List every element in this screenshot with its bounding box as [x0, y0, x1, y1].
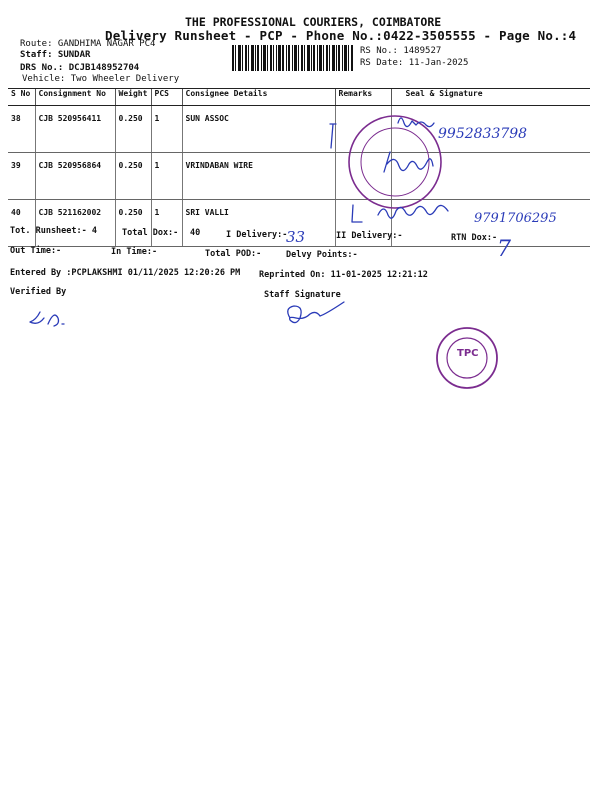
vehicle-label: Vehicle: Two Wheeler Delivery — [22, 74, 180, 84]
cell-weight: 0.250 — [115, 106, 151, 153]
signature — [384, 152, 433, 172]
total-dox-value: 40 — [190, 228, 201, 238]
staff-signature — [288, 302, 344, 323]
delvy-points-label: Delvy Points:- — [286, 250, 358, 260]
cell-pcs: 1 — [151, 153, 182, 200]
cell-consignee: SUN ASSOC — [182, 106, 335, 153]
out-time-label: Out Time:- — [10, 246, 62, 256]
runsheet-subtitle: Delivery Runsheet - PCP - Phone No.:0422-3505555 - Page No.:4 — [105, 28, 577, 43]
remark-mark — [330, 124, 336, 148]
rs-number: RS No.: 1489527 — [360, 46, 442, 56]
handwritten-rtn-count: 7 — [497, 237, 511, 262]
cell-pcs: 1 — [151, 200, 182, 247]
tot-runsheet: Tot. Runsheet:- 4 — [10, 226, 97, 236]
rs-date: RS Date: 11-Jan-2025 — [360, 58, 469, 68]
handwritten-phone: 9952833798 — [438, 126, 528, 142]
cell-pcs: 1 — [151, 106, 182, 153]
i-delivery-label: I Delivery:- — [226, 230, 288, 240]
cell-consignment: CJB 520956864 — [35, 153, 115, 200]
entered-by: Entered By :PCPLAKSHMI 01/11/2025 12:20:26 PM — [10, 268, 241, 278]
staff-label: Staff: SUNDAR — [20, 50, 91, 60]
cell-sno: 38 — [8, 106, 35, 153]
rtn-dox-label: RTN Dox:- — [451, 233, 498, 243]
tpc-stamp — [437, 328, 497, 388]
cell-consignee: SRI VALLI — [182, 200, 335, 247]
cell-weight: 0.250 — [115, 200, 151, 247]
remark-mark — [352, 205, 362, 222]
column-header: Seal & Signature — [391, 89, 590, 106]
signature — [398, 118, 434, 127]
reprinted-on: Reprinted On: 11-01-2025 12:21:12 — [259, 270, 428, 280]
verifier-signature — [30, 312, 64, 326]
column-header: Remarks — [335, 89, 391, 106]
drs-number: DRS No.: DCJB148952704 — [20, 63, 140, 73]
cell-sno: 39 — [8, 153, 35, 200]
handwritten-delivery-count: 33 — [286, 228, 306, 246]
cell-consignee: VRINDABAN WIRE — [182, 153, 335, 200]
total-dox-label: Total Dox:- — [122, 228, 179, 238]
column-header: Weight — [115, 89, 151, 106]
cell-consignment: CJB 521162002 — [35, 200, 115, 247]
company-title: THE PROFESSIONAL COURIERS, COIMBATORE — [185, 15, 442, 29]
cell-sno: 40 — [8, 200, 35, 247]
cell-consignment: CJB 520956411 — [35, 106, 115, 153]
column-header: Consignee Details — [182, 89, 335, 106]
column-header: S No — [8, 89, 35, 106]
in-time-label: In Time:- — [111, 247, 158, 257]
ii-delivery-label: II Delivery:- — [336, 231, 403, 241]
svg-text:TPC: TPC — [457, 348, 479, 359]
verified-by-label: Verified By — [10, 287, 67, 297]
column-header: PCS — [151, 89, 182, 106]
column-header: Consignment No — [35, 89, 115, 106]
handwritten-phone: 9791706295 — [474, 211, 557, 226]
cell-weight: 0.250 — [115, 153, 151, 200]
total-pod-label: Total POD:- — [205, 249, 262, 259]
staff-signature-label: Staff Signature — [264, 290, 341, 300]
route-label: Route: GANDHIMA NAGAR PC4 — [20, 39, 156, 49]
